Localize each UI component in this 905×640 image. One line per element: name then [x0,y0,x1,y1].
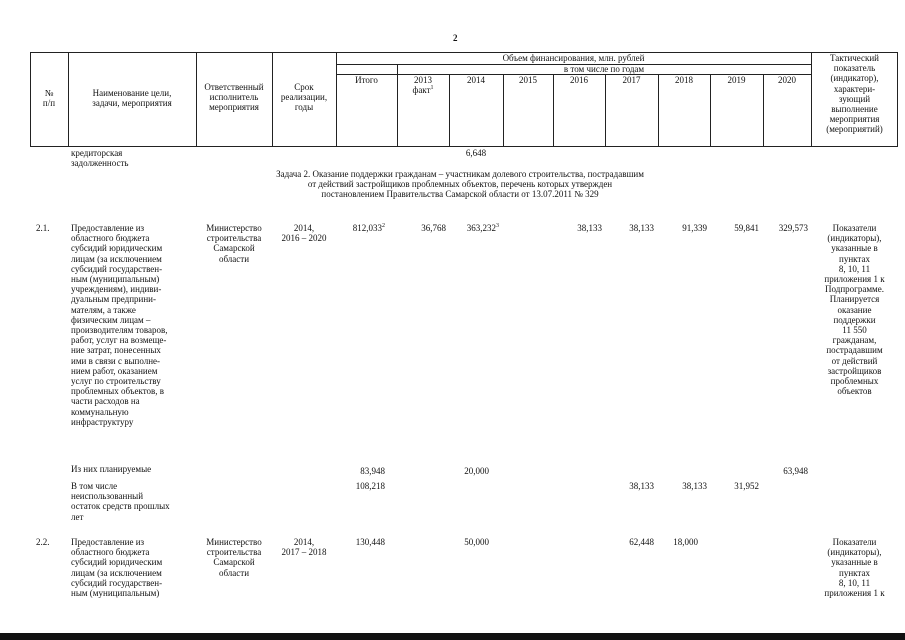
row-2-2-2014: 50,000 [464,537,489,547]
row-2-1-2013: 36,768 [421,223,446,233]
row-2-2-indicator: Показатели (индикаторы), указанные в пунктах 8, 10, 11 приложения 1 к [824,537,885,599]
header-year-2014: 2014 [467,75,485,85]
row-2-1-2019: 59,841 [734,223,759,233]
row-2-2-executor: Министерство строительства Самарской области [206,537,262,578]
row-2-1-2017: 38,133 [629,223,654,233]
planned-row-2014: 20,000 [464,466,489,476]
header-total: Итого [355,75,378,85]
page-number: 2 [453,33,458,43]
unused-row-name: В том числе неиспользованный остаток средств прошлых лет [71,481,170,522]
row-2-1-name: Предоставление из областного бюджета субсидий юридическим лицам (за исключением субсидий государствен- ным (муниципальным) учреждениям), индиви- дуальным предприни- мателям, а также физическим лицам – производителям товаров, работ, услуг на возмеще- ние затрат, понесенных ими в связи с выполне- нием работ, оказанием услуг по строительству проблемных объектов, в части расходов на коммунальную инфраструктуру [71,223,168,427]
row-2-1-2016: 38,133 [577,223,602,233]
task-2-heading: Задача 2. Оказание поддержки гражданам – участникам долевого строительства, пострадавшим от действий застройщиков проблемных объектов, перечень которых утвержден постановлением Правительства Самарской области от 13.07.2011 № 329 [276,169,644,200]
header-year-2017: 2017 [622,75,641,85]
header-year-2018: 2018 [675,75,693,85]
header-name: Наименование цели, задачи, мероприятия [92,88,172,109]
row-2-2-term: 2014, 2017 – 2018 [281,537,327,558]
debt-row-2014: 6,648 [465,148,487,158]
header-year-2013: 2013 факт$^1$ [412,75,434,96]
row-2-1-indicator: Показатели (индикаторы), указанные в пунктах 8, 10, 11 приложения 1 к Подпрограмме. Планируется оказание поддержки 11 550 гражданам, пострадавшим от действий застройщиков проблемных объектов [824,223,885,397]
planned-row-total: 83,948 [360,466,385,476]
header-num: № п/п [42,88,56,109]
header-executor: Ответственный исполнитель мероприятия [204,82,264,113]
row-2-2-2017: 62,448 [629,537,654,547]
row-2-1-2014: 363,232$^3$ [466,223,499,233]
unused-row-2017: 38,133 [682,481,707,491]
header-by-years: в том числе по годам [563,64,645,74]
unused-row-2016: 38,133 [629,481,654,491]
header-indicator: Тактический показатель (индикатор), характери- зующий выполнение мероприятия (мероприятий) [826,53,883,135]
header-year-2015: 2015 [519,75,537,85]
header-term: Срок реализации, годы [280,82,328,113]
unused-row-total: 108,218 [355,481,385,491]
row-2-2-num: 2.2. [36,537,50,547]
row-2-1-total: 812,033$^2$ [352,223,385,233]
row-2-2-total: 130,448 [355,537,385,547]
debt-row-name: кредиторская задолженность [71,148,129,169]
header-financing: Объем финансирования, млн. рублей [502,53,645,63]
row-2-1-term: 2014, 2016 – 2020 [281,223,327,244]
row-2-2-2018: 18,000 [673,537,698,547]
header-year-2020: 2020 [778,75,796,85]
row-2-1-num: 2.1. [36,223,50,233]
row-2-1-2018: 91,339 [682,223,707,233]
unused-row-2018: 31,952 [734,481,759,491]
planned-row-2020: 63,948 [783,466,808,476]
header-year-2016: 2016 [570,75,588,85]
row-2-1-2020: 329,573 [778,223,808,233]
row-2-1-executor: Министерство строительства Самарской области [206,223,262,264]
scan-bottom-edge [0,633,905,640]
planned-row-name: Из них планируемые [71,464,152,474]
header-year-2019: 2019 [727,75,746,85]
row-2-2-name: Предоставление из областного бюджета субсидий юридическим лицам (за исключением субсидий государствен- ным (муниципальным) [71,537,163,599]
